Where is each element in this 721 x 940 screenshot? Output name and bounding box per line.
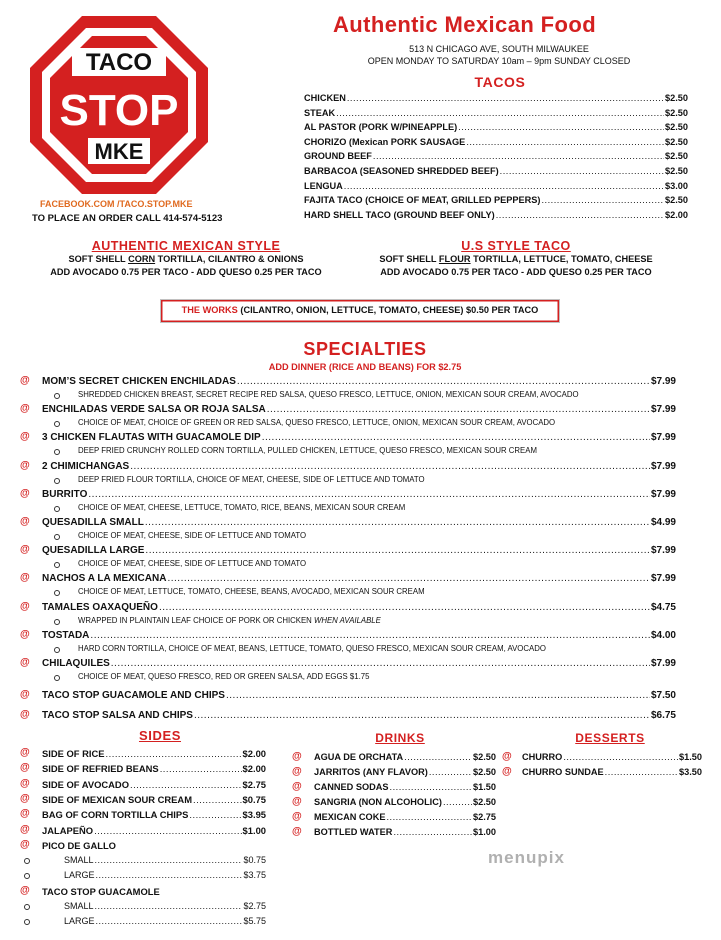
item-name: BARBACOA (SEASONED SHREDDED BEEF) bbox=[304, 166, 499, 176]
dot-leader bbox=[344, 181, 664, 191]
specialty-extra-item bbox=[42, 690, 676, 701]
bullet-icon: @ bbox=[292, 766, 302, 777]
side-size-item bbox=[64, 870, 266, 880]
dessert-item bbox=[522, 767, 702, 777]
dot-leader bbox=[88, 489, 650, 500]
address-block bbox=[319, 43, 679, 67]
dot-leader bbox=[193, 794, 242, 805]
item-price: $7.50 bbox=[650, 690, 676, 702]
circle-bullet-icon bbox=[24, 858, 30, 864]
bullet-icon: @ bbox=[20, 600, 30, 612]
item-name: SIDE OF REFRIED BEANS bbox=[42, 763, 159, 775]
specialty-item bbox=[42, 461, 676, 472]
address: 513 N CHICAGO AVE, SOUTH MILWAUKEE bbox=[409, 44, 589, 54]
item-price: $7.99 bbox=[650, 545, 676, 557]
specialty-description: CHOICE OF MEAT, LETTUCE, TOMATO, CHEESE, BEANS, AVOCADO, MEXICAN SOUR CREAM bbox=[78, 587, 425, 597]
mexican-style-line2: ADD AVOCADO 0.75 PER TACO - ADD QUESO 0.25 PER TACO bbox=[50, 267, 322, 277]
drinks-list bbox=[292, 752, 496, 842]
dot-leader bbox=[605, 767, 678, 777]
item-price: $1.50 bbox=[679, 752, 702, 762]
dot-leader bbox=[226, 690, 650, 701]
specialty-description: CHOICE OF MEAT, CHOICE OF GREEN OR RED SALSA, QUESO FRESCO, LETTUCE, ONION, MEXICAN SOUR CREAM, AVOCADO bbox=[78, 418, 556, 428]
circle-bullet-icon bbox=[24, 904, 30, 910]
item-price: $7.99 bbox=[650, 432, 676, 444]
logo-bottom-text: MKE bbox=[94, 139, 144, 164]
item-name: SIDE OF RICE bbox=[42, 748, 105, 759]
bullet-icon: @ bbox=[20, 762, 30, 774]
item-price: $2.75 bbox=[242, 778, 266, 790]
specialty-item bbox=[42, 630, 676, 641]
mexican-style-title: AUTHENTIC MEXICAN STYLE bbox=[91, 239, 281, 253]
side-item bbox=[42, 779, 266, 790]
order-phone: TO PLACE AN ORDER CALL 414-574-5123 bbox=[32, 213, 223, 224]
item-name: TACO STOP SALSA AND CHIPS bbox=[42, 709, 193, 721]
circle-bullet-icon bbox=[54, 393, 60, 399]
side-size-item bbox=[64, 855, 266, 865]
item-name: LARGE bbox=[64, 870, 95, 881]
bullet-icon: @ bbox=[20, 431, 30, 443]
item-name: TOSTADA bbox=[42, 629, 90, 641]
dessert-item bbox=[522, 752, 702, 762]
sides-title: SIDES bbox=[138, 728, 181, 743]
dot-leader bbox=[94, 825, 241, 836]
us-style-title: U.S STYLE TACO bbox=[461, 239, 571, 253]
item-name: SIDE OF MEXICAN SOUR CREAM bbox=[42, 793, 193, 805]
circle-bullet-icon bbox=[54, 534, 60, 540]
item-name: JALAPEÑO bbox=[42, 824, 94, 836]
item-price: $2.00 bbox=[242, 748, 266, 759]
item-price: $2.75 bbox=[243, 901, 266, 911]
dot-leader bbox=[336, 108, 664, 118]
us-style-line2: ADD AVOCADO 0.75 PER TACO - ADD QUESO 0.25 PER TACO bbox=[380, 267, 652, 277]
stop-sign-logo bbox=[28, 14, 210, 196]
dot-leader bbox=[458, 122, 664, 132]
desserts-list bbox=[502, 752, 702, 792]
bullet-icon: @ bbox=[20, 403, 30, 415]
dot-leader bbox=[542, 195, 665, 205]
logo bbox=[28, 14, 210, 196]
circle-bullet-icon bbox=[54, 590, 60, 596]
circle-bullet-icon bbox=[24, 873, 30, 879]
side-item bbox=[42, 825, 266, 836]
logo-top-text: TACO bbox=[85, 49, 153, 76]
specialty-description: CHOICE OF MEAT, QUESO FRESCO, RED OR GREEN SALSA, ADD EGGS $1.75 bbox=[78, 672, 370, 681]
dot-leader bbox=[189, 809, 241, 820]
taco-item bbox=[304, 137, 688, 147]
item-name: 3 CHICKEN FLAUTAS WITH GUACAMOLE DIP bbox=[42, 432, 261, 444]
item-name: 2 CHIMICHANGAS bbox=[42, 460, 130, 472]
dot-leader bbox=[96, 916, 243, 926]
item-name: SIDE OF AVOCADO bbox=[42, 778, 129, 790]
specialty-description: CHOICE OF MEAT, CHEESE, SIDE OF LETTUCE AND TOMATO bbox=[78, 559, 307, 569]
dot-leader bbox=[145, 545, 650, 556]
item-price: $1.00 bbox=[473, 827, 496, 837]
dot-leader bbox=[429, 767, 472, 777]
bullet-icon: @ bbox=[20, 516, 30, 527]
sides-list bbox=[20, 748, 266, 928]
bullet-icon: @ bbox=[20, 777, 30, 789]
taco-item bbox=[304, 151, 688, 161]
dot-leader bbox=[96, 870, 243, 880]
the-works-box bbox=[160, 299, 560, 323]
item-price: $4.00 bbox=[650, 629, 676, 641]
circle-bullet-icon bbox=[54, 478, 60, 484]
side-item bbox=[42, 748, 266, 759]
dot-leader bbox=[373, 151, 664, 161]
specialty-item bbox=[42, 376, 676, 387]
logo-middle-text: STOP bbox=[59, 86, 179, 135]
item-name: TACO STOP GUACAMOLE AND CHIPS bbox=[42, 690, 225, 702]
specialty-description: WRAPPED IN PLAINTAIN LEAF CHOICE OF PORK OR CHICKEN WHEN AVAILABLE bbox=[78, 615, 381, 625]
bullet-icon: @ bbox=[292, 751, 302, 762]
dot-leader bbox=[95, 901, 243, 911]
drink-item bbox=[314, 812, 496, 822]
item-price: $1.00 bbox=[242, 824, 266, 836]
side-group-title: PICO DE GALLO bbox=[42, 839, 116, 851]
the-works-text: (CILANTRO, ONION, LETTUCE, TOMATO, CHEESE) $0.50 PER TACO bbox=[237, 305, 539, 315]
item-name: AGUA DE ORCHATA bbox=[314, 752, 404, 762]
item-name: BURRITO bbox=[42, 488, 88, 500]
tacos-title: TACOS bbox=[474, 74, 526, 90]
item-price: $7.99 bbox=[650, 488, 676, 500]
item-price: $2.00 bbox=[242, 763, 266, 775]
side-item bbox=[42, 809, 266, 820]
dot-leader bbox=[106, 748, 242, 759]
bullet-icon: @ bbox=[292, 826, 302, 837]
item-name: JARRITOS (ANY FLAVOR) bbox=[314, 767, 428, 777]
bullet-icon: @ bbox=[292, 781, 302, 792]
item-price: $5.75 bbox=[243, 916, 266, 927]
taco-item bbox=[304, 166, 688, 176]
side-size-item bbox=[64, 916, 266, 926]
item-name: CHURRO bbox=[522, 752, 563, 762]
item-name: GROUND BEEF bbox=[304, 151, 372, 162]
item-price: $3.00 bbox=[665, 180, 688, 191]
item-name: BAG OF CORN TORTILLA CHIPS bbox=[42, 809, 189, 821]
taco-item bbox=[304, 108, 688, 118]
dot-leader bbox=[563, 752, 678, 762]
mexican-style-line1: SOFT SHELL CORN TORTILLA, CILANTRO & ONIONS bbox=[68, 254, 304, 264]
bullet-icon: @ bbox=[20, 884, 30, 896]
item-name: HARD SHELL TACO (GROUND BEEF ONLY) bbox=[304, 209, 495, 220]
specialty-item bbox=[42, 517, 676, 528]
tacos-list bbox=[304, 93, 688, 223]
item-price: $0.75 bbox=[242, 793, 266, 805]
item-price: $2.50 bbox=[665, 122, 688, 133]
specialty-item bbox=[42, 489, 676, 500]
side-item bbox=[42, 763, 266, 774]
circle-bullet-icon bbox=[54, 647, 60, 653]
item-price: $2.50 bbox=[665, 195, 688, 206]
bullet-icon: @ bbox=[20, 708, 30, 720]
specialty-description: CHOICE OF MEAT, CHEESE, LETTUCE, TOMATO, RICE, BEANS, MEXICAN SOUR CREAM bbox=[78, 502, 406, 512]
specialties-subtitle: ADD DINNER (RICE AND BEANS) FOR $2.75 bbox=[268, 362, 462, 372]
item-price: $2.00 bbox=[665, 209, 688, 220]
drinks-title: DRINKS bbox=[375, 731, 425, 745]
mexican-style-box bbox=[10, 240, 362, 279]
item-name: MEXICAN COKE bbox=[314, 812, 386, 822]
specialty-item bbox=[42, 573, 676, 584]
item-name: QUESADILLA SMALL bbox=[42, 517, 144, 528]
taco-item bbox=[304, 210, 688, 220]
dot-leader bbox=[194, 710, 650, 721]
dot-leader bbox=[496, 210, 664, 220]
us-style-line1: SOFT SHELL FLOUR TORTILLA, LETTUCE, TOMATO, CHEESE bbox=[379, 254, 653, 264]
specialty-description: SHREDDED CHICKEN BREAST, SECRET RECIPE RED SALSA, QUESO FRESCO, LETTUCE, ONION, MEXICAN SOUR CREAM, AVOCADO bbox=[78, 390, 579, 399]
item-name: SANGRIA (NON ALCOHOLIC) bbox=[314, 797, 442, 807]
dot-leader bbox=[160, 763, 242, 774]
item-price: $7.99 bbox=[650, 376, 676, 387]
item-name: STEAK bbox=[304, 107, 336, 118]
item-name: MOM’S SECRET CHICKEN ENCHILADAS bbox=[42, 376, 236, 387]
item-name: CHURRO SUNDAE bbox=[522, 767, 604, 777]
dot-leader bbox=[130, 461, 650, 472]
page-title: Authentic Mexican Food bbox=[333, 12, 597, 37]
drink-item bbox=[314, 827, 496, 837]
item-price: $2.50 bbox=[665, 151, 688, 162]
circle-bullet-icon bbox=[54, 449, 60, 455]
drink-item bbox=[314, 782, 496, 792]
dot-leader bbox=[145, 517, 650, 528]
dot-leader bbox=[500, 166, 664, 176]
item-name: AL PASTOR (PORK W/PINEAPPLE) bbox=[304, 122, 458, 133]
bullet-icon: @ bbox=[292, 796, 302, 807]
bullet-icon: @ bbox=[20, 628, 30, 640]
side-group-title: TACO STOP GUACAMOLE bbox=[42, 885, 160, 897]
dot-leader bbox=[466, 137, 664, 147]
item-name: QUESADILLA LARGE bbox=[42, 545, 145, 557]
dot-leader bbox=[267, 404, 650, 415]
us-style-box bbox=[356, 240, 676, 279]
item-name: CHILAQUILES bbox=[42, 658, 110, 669]
item-name: SMALL bbox=[64, 901, 94, 911]
item-name: NACHOS A LA MEXICANA bbox=[42, 573, 167, 585]
specialty-description: DEEP FRIED CRUNCHY ROLLED CORN TORTILLA, PULLED CHICKEN, LETTUCE, QUESO FRESCO, MEXICAN SOUR CREAM bbox=[78, 446, 537, 456]
bullet-icon: @ bbox=[20, 544, 30, 556]
item-price: $7.99 bbox=[650, 658, 676, 669]
specialty-item bbox=[42, 658, 676, 669]
watermark: menupix bbox=[488, 848, 565, 867]
item-price: $3.95 bbox=[242, 809, 266, 821]
bullet-icon: @ bbox=[20, 823, 30, 835]
bullet-icon: @ bbox=[20, 792, 30, 804]
specialties-list bbox=[20, 376, 676, 726]
dot-leader bbox=[393, 827, 472, 837]
item-name: ENCHILADAS VERDE SALSA OR ROJA SALSA bbox=[42, 404, 266, 416]
circle-bullet-icon bbox=[54, 421, 60, 427]
bullet-icon: @ bbox=[502, 766, 512, 777]
item-price: $1.50 bbox=[473, 782, 496, 792]
bullet-icon: @ bbox=[20, 838, 30, 850]
item-name: CHORIZO (Mexican PORK SAUSAGE bbox=[304, 136, 466, 147]
item-name: TAMALES OAXAQUEÑO bbox=[42, 601, 158, 613]
taco-item bbox=[304, 195, 688, 205]
bullet-icon: @ bbox=[502, 751, 512, 762]
drink-item bbox=[314, 767, 496, 777]
specialty-description: CHOICE OF MEAT, CHEESE, SIDE OF LETTUCE AND TOMATO bbox=[78, 531, 307, 540]
bullet-icon: @ bbox=[20, 747, 30, 758]
specialty-item bbox=[42, 545, 676, 556]
dot-leader bbox=[111, 658, 650, 669]
item-name: CHICKEN bbox=[304, 93, 346, 103]
item-price: $6.75 bbox=[650, 709, 676, 721]
drink-item bbox=[314, 797, 496, 807]
item-name: CANNED SODAS bbox=[314, 782, 389, 792]
item-name: SMALL bbox=[64, 855, 94, 866]
bullet-icon: @ bbox=[20, 808, 30, 820]
dot-leader bbox=[443, 797, 472, 807]
dot-leader bbox=[95, 855, 243, 865]
dot-leader bbox=[347, 93, 664, 103]
dot-leader bbox=[404, 752, 472, 762]
item-name: BOTTLED WATER bbox=[314, 827, 393, 837]
bullet-icon: @ bbox=[20, 375, 30, 386]
item-price: $2.50 bbox=[665, 136, 688, 147]
specialty-description: DEEP FRIED FLOUR TORTILLA, CHOICE OF MEAT, CHEESE, SIDE OF LETTUCE AND TOMATO bbox=[78, 474, 425, 484]
item-price: $2.50 bbox=[665, 107, 688, 118]
desserts-title: DESSERTS bbox=[575, 731, 645, 745]
taco-item bbox=[304, 93, 688, 103]
item-price: $2.50 bbox=[665, 166, 688, 176]
bullet-icon: @ bbox=[20, 487, 30, 499]
item-name: LARGE bbox=[64, 916, 95, 927]
specialty-item bbox=[42, 404, 676, 415]
facebook-link[interactable]: FACEBOOK.COM /TACO.STOP.MKE bbox=[40, 199, 193, 209]
bullet-icon: @ bbox=[20, 459, 30, 471]
dot-leader bbox=[390, 782, 472, 792]
circle-bullet-icon bbox=[54, 675, 60, 681]
specialty-item bbox=[42, 602, 676, 613]
dot-leader bbox=[159, 602, 650, 613]
dot-leader bbox=[262, 432, 650, 443]
taco-item bbox=[304, 122, 688, 132]
item-price: $4.75 bbox=[650, 601, 676, 613]
specialty-description: HARD CORN TORTILLA, CHOICE OF MEAT, BEANS, LETTUCE, TOMATO, QUESO FRESCO, MEXICAN SOUR CREAM, AVOCADO bbox=[78, 643, 546, 653]
specialties-title: SPECIALTIES bbox=[303, 339, 427, 359]
hours: OPEN MONDAY TO SATURDAY 10am – 9pm SUNDAY CLOSED bbox=[367, 56, 631, 66]
item-price: $3.75 bbox=[243, 870, 266, 881]
side-item bbox=[42, 794, 266, 805]
circle-bullet-icon bbox=[54, 506, 60, 512]
dot-leader bbox=[237, 376, 650, 387]
item-price: $2.50 bbox=[473, 797, 496, 807]
bullet-icon: @ bbox=[20, 572, 30, 584]
item-price: $7.99 bbox=[650, 573, 676, 585]
item-name: FAJITA TACO (CHOICE OF MEAT, GRILLED PEPPERS) bbox=[304, 195, 541, 206]
dot-leader bbox=[90, 630, 650, 641]
circle-bullet-icon bbox=[24, 919, 30, 925]
specialty-extra-item bbox=[42, 710, 676, 721]
item-price: $3.50 bbox=[679, 767, 702, 777]
dot-leader bbox=[386, 812, 472, 822]
specialty-item bbox=[42, 432, 676, 443]
drink-item bbox=[314, 752, 496, 762]
bullet-icon: @ bbox=[20, 657, 30, 668]
dot-leader bbox=[167, 573, 650, 584]
taco-item bbox=[304, 181, 688, 191]
the-works-label: THE WORKS bbox=[181, 305, 238, 315]
item-price: $7.99 bbox=[650, 404, 676, 416]
bullet-icon: @ bbox=[20, 689, 30, 701]
item-price: $0.75 bbox=[243, 855, 266, 866]
bullet-icon: @ bbox=[292, 811, 302, 822]
side-size-item bbox=[64, 901, 266, 911]
dot-leader bbox=[130, 779, 242, 790]
item-price: $2.50 bbox=[665, 93, 688, 103]
circle-bullet-icon bbox=[54, 562, 60, 568]
item-price: $2.50 bbox=[473, 752, 496, 762]
item-name: LENGUA bbox=[304, 180, 343, 191]
item-price: $4.99 bbox=[650, 517, 676, 528]
item-price: $2.50 bbox=[473, 767, 496, 777]
item-price: $7.99 bbox=[650, 460, 676, 472]
circle-bullet-icon bbox=[54, 619, 60, 625]
item-price: $2.75 bbox=[473, 812, 496, 822]
